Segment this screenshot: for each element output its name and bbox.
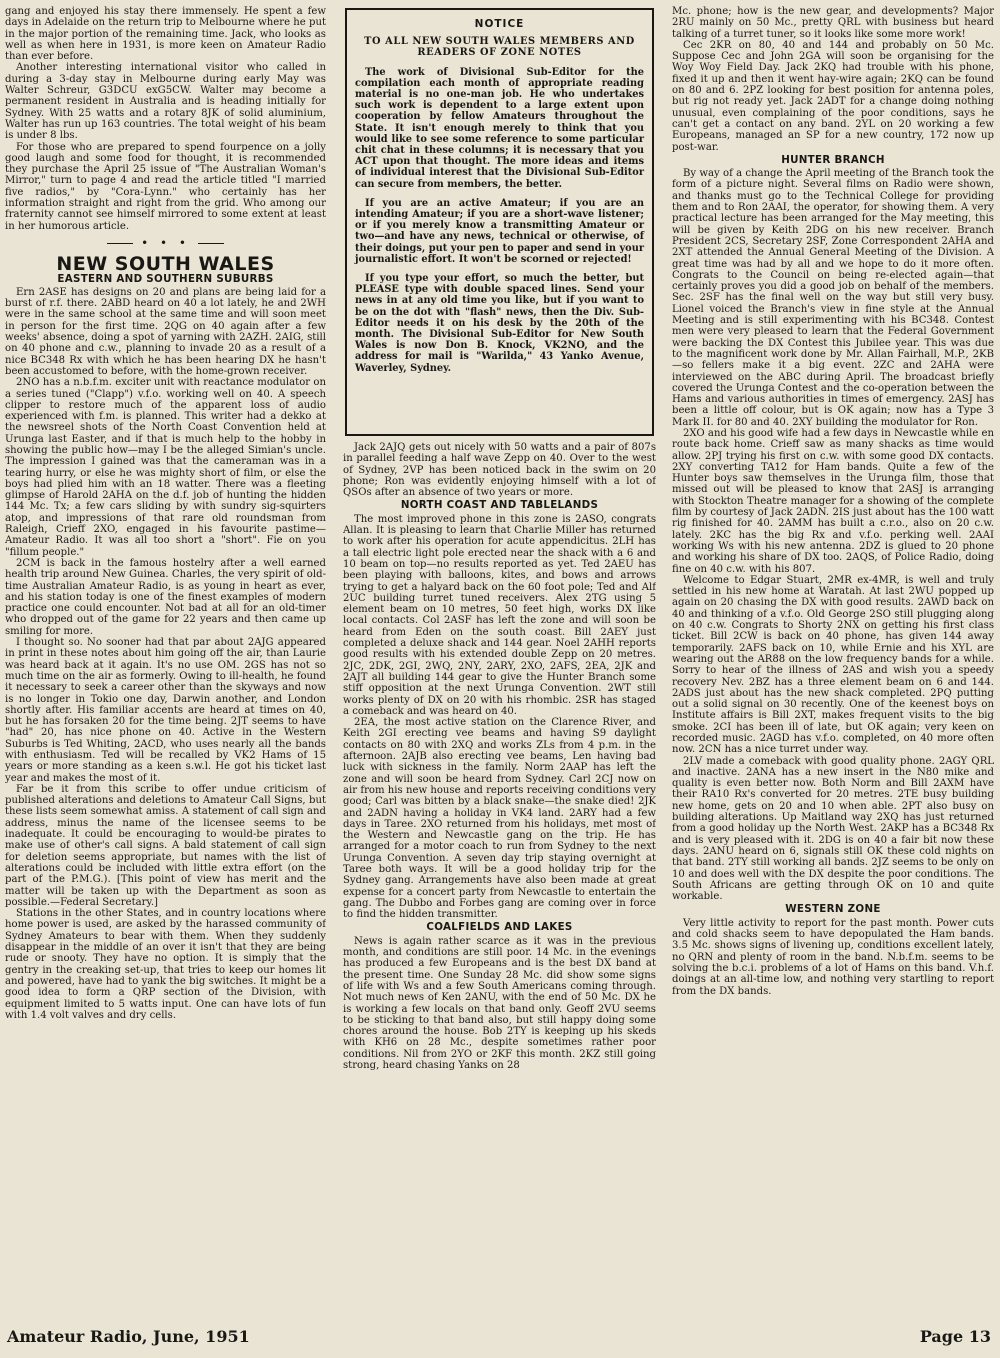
- paragraph: Stations in the other States, and in country locations where home power is used, are asked by the harassed community of Sydney Amateurs to bear with them. When they suddenly disappear in the middle of an over it isn't that they are being rude or snooty. They have no option. It is simply that the gentry in the creaking set-up, that tries to keep our homes lit and powered, have had to yank the big switches. It might be a good idea to form a QRP section of the Division, with equipment limited to 5 watts input. One can have lots of fun with 1.4 volt valves and dry cells.: [5, 908, 326, 1021]
- notice-paragraph: If you type your effort, so much the better, but PLEASE type with double spaced lines. Send your news in at any old time you like, but if you want to be on the dot with "flash" news, then the Div. Sub-Editor needs it on his desk by the 20th of the month. The Divisional Sub-Editor for New South Wales is now Don B. Knock, VK2NO, and the address for mail is "Warilda," 43 Yanko Avenue, Waverley, Sydney.: [355, 273, 644, 374]
- section-heading-new-south-wales: NEW SOUTH WALES: [56, 253, 275, 276]
- paragraph: For those who are prepared to spend fourpence on a jolly good laugh and some food for thought, it is recommended they purchase the April 25 issue of "The Australian Woman's Mirror," turn to page 4 and read the article titled "I married five radios," by "Cora-Lynn." who certainly has her information straight and right from the grid. Who among our fraternity cannot see himself mirrored to some extent at least in her humorous article.: [5, 141, 326, 232]
- notice-paragraph: The work of Divisional Sub-Editor for the compilation each month of appropriate reading material is no one-man job. He who undertakes such work is dependent to a large extent upon cooperation by fellow Amateurs throughout the State. It isn't enough merely to think that you would like to see some reference to some particular chit chat in these columns; it is necessary that you ACT upon that thought. The more ideas and items of individual interest that the Divisional Sub-Editor can secure from members, the better.: [355, 66, 644, 190]
- notice-box: [345, 8, 654, 436]
- paragraph: The most improved phone in this zone is 2ASO, congrats Allan. It is pleasing to learn that Charlie Miller has returned to work after his operation for acute appendicitus. 2LH has a tall electric light pole erected near the shack with a 6 and 10 beam on top—no results reported as yet. Ted 2AEU has been playing with balloons, kites, and bows and arrows trying to get a halyard back on the 60 foot pole; Ted and Alf 2UC building turret tuned receivers. Alex 2TG using 5 element beam on 10 metres, 50 feet high, works DX like local contacts. Col 2ASF has left the zone and will soon be heard from Eden on the south coast. Bill 2AEY just completed a deluxe shack and 144 gear. Noel 2AHH reports good results with his extended double Zepp on 20 metres. 2JC, 2DK, 2GI, 2WQ, 2NY, 2ARY, 2XO, 2AFS, 2EA, 2JK and 2AJT all building 144 gear to give the Hunter Branch some stiff opposition at the next Urunga Convention. 2WT still works plenty of DX on 20 with his rhombic. 2SR has staged a comeback and was heard on 40.: [343, 513, 656, 717]
- section-divider: • • •: [5, 238, 326, 249]
- footer-publication: Amateur Radio, June, 1951: [7, 1327, 250, 1346]
- paragraph: Far be it from this scribe to offer undue criticism of published alterations and deletions to Amateur Call Signs, but these lists seem somewhat amiss. A statement of call sign and address, minus the name of the licensee seems to be inadequate. It could be encouraging to would-be pirates to make use of other's call signs. A bald statement of call sign for deletion seems appropriate, but names with the list of alterations could be included with little extra effort (on the part of the P.M.G.). [This point of view has merit and the matter will be taken up with the Department as soon as possible.—Federal Secretary.]: [5, 783, 326, 908]
- paragraph: 2CM is back in the famous hostelry after a well earned health trip around New Guinea. Charles, the very spirit of old-time Australian Amateur Radio, is as young in heart as ever, and his station today is one of the finest examples of modern practice one could encounter. Not bad at all for an old-timer who dropped out of the game for 22 years and then came up smiling for more.: [5, 557, 326, 637]
- subheading-western-zone: WESTERN ZONE: [785, 903, 881, 916]
- paragraph: Ern 2ASE has designs on 20 and plans are being laid for a burst of r.f. there. 2ABD heard on 40 a lot lately, he and 2WH were in the same school at the same time and will soon meet in person for the first time. 2QG on 40 again after a few weeks' absence, doing a spot of yarning with 2AZH. 2AIG, still on 40 phone and c.w., planning to invade 20 as a result of a nice BC348 Rx with which he has been hearing DX he hasn't been accustomed to before, with the home-grown receiver.: [5, 286, 326, 377]
- footer-page-number: Page 13: [919, 1327, 991, 1346]
- notice-title: NOTICE: [474, 18, 525, 30]
- paragraph: Jack 2AJQ gets out nicely with 50 watts and a pair of 807s in parallel feeding a half wave Zepp on 40. Over to the west of Sydney, 2VP has been noticed back in the swim on 20 phone; Ron was evidently enjoying himself with a lot of QSOs after an absence of two years or more.: [343, 442, 656, 499]
- paragraph: 2XO and his good wife had a few days in Newcastle while en route back home. Crieff saw as many shacks as time would allow. 2PJ trying his first on c.w. with some good DX contacts. 2XY converting TA12 for Ham bands. Quite a few of the Hunter boys saw themselves in the Urunga film, those that missed out will be pleased to know that 2ASJ is arranging with Stockton Theatre manager for a showing of the complete film by courtesy of Jack 2ADN. 2IS just about has the 100 watt rig finished for 40. 2AMM has built a c.r.o., also on 20 c.w. lately. 2KC has the big Rx and v.f.o. perking well. 2AAI working Ws with his new antenna. 2DZ is glued to 20 phone and working his share of DX too. 2AQS, of Police Radio, doing fine on 40 c.w. with his 807.: [672, 427, 994, 575]
- notice-paragraph: If you are an active Amateur; if you are an intending Amateur; if you are a short-wave listener; or if you merely know a transmitting Amateur or two—and have any news, technical or otherwise, of their doings, put your pen to paper and send in your journalistic effort. It won't be scorned or rejected!: [355, 197, 644, 265]
- paragraph: 2LV made a comeback with good quality phone. 2AGY QRL and inactive. 2ANA has a new insert in the N80 mike and quality is even better now. Both Norm and Bill 2AXM have their RA10 Rx's converted for 20 metres. 2TE busy building new home, gets on 20 and 10 when able. 2PT also busy on building alterations. Up Maitland way 2XQ has just returned from a good holiday up the North West. 2AKP has a BC348 Rx and is very pleased with it. 2DG is on 40 a fair bit now these days. 2ANU heard on 6, signals still OK these cold nights on that band. 2TY still working all bands. 2JZ seems to be only on 10 and does well with the DX despite the poor conditions. The South Africans are getting through OK on 10 and quite workable.: [672, 755, 994, 903]
- subheading-north-coast-tablelands: NORTH COAST AND TABLELANDS: [400, 499, 599, 512]
- column-left: [5, 6, 326, 1306]
- paragraph: Another interesting international visitor who called in during a 3-day stay in Melbourne during early May was Walter Schreur, G3DCU exG5CW. Walter may become a permanent resident in Australia and is heading initially for Sydney. With 25 watts and a rotary 8JK of solid aluminium, Walter has run up 163 countries. The total weight of his beam is under 8 lbs.: [5, 62, 326, 142]
- notice-recipients: TO ALL NEW SOUTH WALES MEMBERS AND READERS OF ZONE NOTES: [364, 36, 635, 59]
- subheading-hunter-branch: HUNTER BRANCH: [781, 153, 885, 166]
- paragraph: By way of a change the April meeting of the Branch took the form of a picture night. Several films on Radio were shown, and thanks must go to the Technical College for providing them and to Ron 2AAI, the operator, for showing them. A very practical lecture has been arranged for the May meeting, this will be given by Keith 2DG on his new receiver. Branch President 2CS, Secretary 2SF, Zone Correspondent 2AHA and 2XT attended the Annual General Meeting of the Division. A great time was had by all and we hope to do it more often. Congrats to the Council on being re-elected again—that certainly proves you did a good job on behalf of the members. Sec. 2SF has the final well on the way but still very busy. Lionel voiced the Branch's view in fine style at the Annual Meeting and is still experimenting with his BC348. Contest men were very pleased to learn that the Federal Government were backing the DX Contest this Jubilee year. This was due to the magnificent work done by Mr. Allan Fairhall, M.P., 2KB—so fellers make it a big event. 2ZC and 2AHA were interviewed on the ABC during April. The broadcast briefly covered the Urunga Contest and the co-operation between the Hams and various authorities in times of emergency. 2ASJ has been a little off colour, but is OK again; now has a Type 3 Mark II. for 80 and 40. 2XY building the modulator for Ron.: [672, 168, 994, 428]
- paragraph: Welcome to Edgar Stuart, 2MR ex-4MR, is well and truly settled in his new home at Waratah. At last 2WU popped up again on 20 chasing the DX with good results. 2AWD back on 40 and thinking of a v.f.o. Old George 2SO still plugging along on 40 c.w. Congrats to Shorty 2NX on getting his first class ticket. Bill 2CW is back on 40 phone, has given 144 away temporarily. 2AFS back on 10, while Ernie and his XYL are wearing out the AR88 on the low frequency bands for a while. Sorry to hear of the illness of 2AS and wish you a speedy recovery Nev. 2BZ has a three element beam on 6 and 144. 2ADS just about has the new shack completed. 2PQ putting out a solid signal on 30 recently. One of the keenest boys on Institute affairs is Bill 2XT, makes frequent visits to the big smoke. 2CI has been ill of late, but OK again; very keen on recorded music. 2AGD has v.f.o. completed, on 40 more often now. 2CN has a nice turret under way.: [672, 574, 994, 756]
- column-right: [672, 6, 994, 1306]
- column-middle: [343, 6, 656, 1306]
- paragraph: Cec 2KR on 80, 40 and 144 and probably on 50 Mc. Suppose Cec and John 2GA will soon be organising for the Woy Woy Field Day. Jack 2KQ had trouble with his phone, fixed it up and then it went hay-wire again; 2KQ can be found on 80 and 6. 2PZ looking for best position for antenna poles, but rig not ready yet. Jack 2ADT for a change doing nothing unusual, even complaining of the poor conditions, says he can't get a contact on any band. 2YL on 20 working a few Europeans, managed an SP for a new country, 172 now up post-war.: [672, 39, 994, 153]
- subheading-coalfields-lakes: COALFIELDS AND LAKES: [426, 921, 573, 934]
- paragraph: 2NO has a n.b.f.m. exciter unit with reactance modulator on a series tuned ("Clapp") v.f.o. working well on 40. A speech clipper to restore much of the apparent loss of audio experienced with f.m. is planned. This writer had a dekko at the newsreel shots of the North Coast Convention held at Urunga last Easter, and if that is much help to the hobby in showing the public how—may I be the alleged Simian's uncle. The impression I gained was that the cameraman was in a tearing hurry, or else he was mighty short of film, or else the boys had plied him with an 18 watter. There was a fleeting glimpse of Harold 2AHA on the d.f. job of hunting the hidden 144 Mc. Tx; a few cars sliding by with sundry sig-squirters atop, and impressions of that rare old roundsman from Raleigh, Crieff 2XO, engaged in his favourite pastime—Amateur Radio. It was all too short a "short". Fie on you "fillum people.": [5, 377, 326, 558]
- paragraph: Mc. phone; how is the new gear, and developments? Major 2RU mainly on 50 Mc., pretty QRL with business but heard talking of a turret tuner, so it looks like some more work!: [672, 6, 994, 40]
- subheading-eastern-southern-suburbs: EASTERN AND SOUTHERN SUBURBS: [57, 272, 274, 285]
- paragraph: Very little activity to report for the past month. Power cuts and cold shacks seem to have depopulated the Ham bands. 3.5 Mc. shows signs of livening up, conditions excellent lately, no QRN and plenty of room in the band. N.b.f.m. seems to be solving the b.c.i. problems of a lot of Hams on this band. V.h.f. doings at an all-time low, and nothing very startling to report from the DX bands.: [672, 917, 994, 997]
- paragraph: News is again rather scarce as it was in the previous month, and conditions are still poor. 14 Mc. in the evenings has produced a few Europeans and is the best DX band at the present time. One Sunday 28 Mc. did show some signs of life with Ws and a few South Americans coming through. Not much news of Ken 2ANU, with the end of 50 Mc. DX he is working a few locals on that band only. Geoff 2VU seems to be sticking to that band also, but still happy doing some chores around the house. Bob 2TY is keeping up his skeds with KH6 on 28 Mc., despite sometimes rather poor conditions. Nil from 2YO or 2KF this month. 2KZ still going strong, heard chasing Yanks on 28: [343, 935, 656, 1072]
- paragraph: 2EA, the most active station on the Clarence River, and Keith 2GI erecting vee beams and having S9 daylight contacts on 80 with 2XQ and works ZLs from 4 p.m. in the afternoon. 2AJB also erecting vee beams, Len having bad luck with sickness in the family. Norm 2AAP has left the zone and will soon be heard from Sydney. Carl 2CJ now on air from his new house and reports receiving conditions very good; Carl was bitten by a black snake—the snake died! 2JK and 2ADN having a holiday in VK4 land. 2ARY had a few days in Taree. 2XO returned from his holidays, met most of the Western and Newcastle gang on the trip. He has arranged for a motor coach to run from Sydney to the next Urunga Convention. A seven day trip staying overnight at Taree both ways. It will be a good holiday trip for the Sydney gang. Arrangements have also been made at great expense for a concert party from Newcastle to entertain the gang. The Dubbo and Forbes gang are coming over in force to find the hidden transmitter.: [343, 717, 656, 921]
- paragraph: I thought so. No sooner had that par about 2AJG appeared in print in these notes about him going off the air, than Laurie was heard back at it again. It's no use OM. 2GS has not so much time on the air as formerly. Owing to ill-health, he found it necessary to seek a career other than the skyways and now is no longer in Tokio one day, Darwin another, and London shortly after. His familiar accents are heard at times on 40, but he has forsaken 20 for the time being. 2JT seems to have "had" 20, has nice phone on 40. Active in the Western Suburbs is Ted Whiting, 2ACD, who uses nearly all the bands with enthusiasm. Ted will be recalled by VK2 Hams of 15 years or more standing as a keen s.w.l. He got his ticket last year and makes the most of it.: [5, 637, 326, 784]
- paragraph: gang and enjoyed his stay there immensely. He spent a few days in Adelaide on the return trip to Melbourne where he put in the major portion of the remaining time. Jack, who looks as well as when here in 1931, is more keen on Amateur Radio than ever before.: [5, 6, 326, 63]
